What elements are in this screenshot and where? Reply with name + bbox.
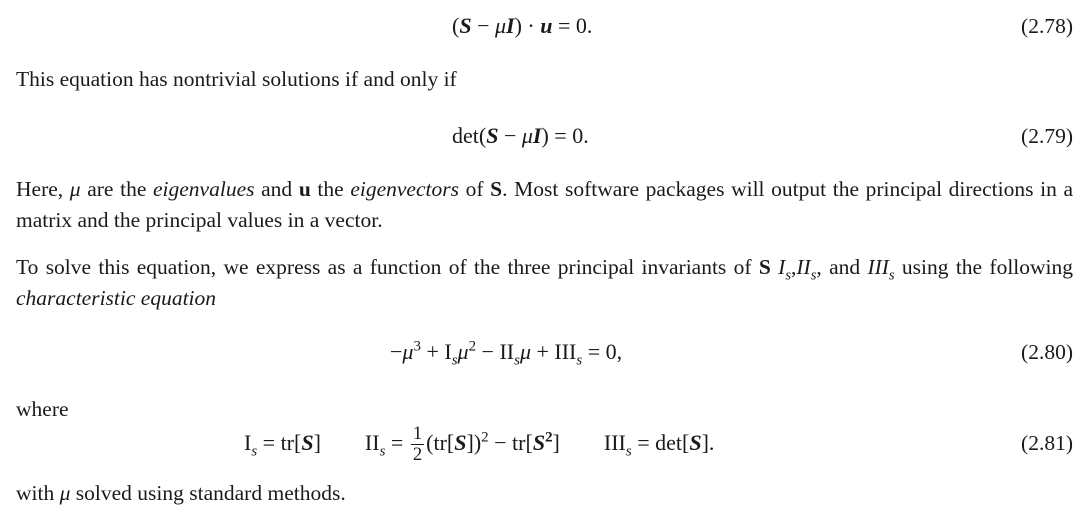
paragraph-nontrivial xyxy=(16,64,1073,95)
equation-number: (2.78) xyxy=(1021,14,1073,38)
term-eigenvectors: eigenvectors xyxy=(350,177,459,201)
equation-number: (2.79) xyxy=(1021,124,1073,148)
term-characteristic-equation: characteristic equation xyxy=(16,286,217,310)
paragraph-text: where xyxy=(16,397,69,421)
equation-2-81 xyxy=(0,420,1087,466)
equation-number: (2.81) xyxy=(1021,431,1073,455)
equation-2-81-body: $I_s = tr[S] II_s$ = $\frac{1}{2}$ $(tr[S])^2 - tr[S^2] III_s = \det[S]$. xyxy=(244,422,715,466)
equation-2-79 xyxy=(0,116,1087,156)
equation-2-79-body: det(S − μI) = 0. xyxy=(452,123,589,148)
equation-2-80-body: $-\mu^3 + I_s\mu^2 - II_s\mu + III_s = 0$, xyxy=(390,338,623,369)
equation-2-78-body: (S − μI) · u = 0. xyxy=(452,13,593,38)
paragraph-text: This equation has nontrivial solutions if and only if xyxy=(16,67,457,91)
paragraph-invariants: To solve this equation, we express as a function of the three principal invariants of S $I_s,II_s$, and $III_s$ using the following characteristic equation xyxy=(16,255,1074,310)
equation-2-80 xyxy=(0,332,1087,372)
paragraph-eigen: Here, μ are the eigenvalues and u the eigenvectors of S. Most software packages will output the principal directions in a matrix and the principal values in a vector. xyxy=(16,177,1073,232)
paragraph-solved: with μ solved using standard methods. xyxy=(16,481,346,505)
term-eigenvalues: eigenvalues xyxy=(153,177,255,201)
equation-2-78 xyxy=(0,6,1087,46)
equation-number: (2.80) xyxy=(1021,340,1073,364)
